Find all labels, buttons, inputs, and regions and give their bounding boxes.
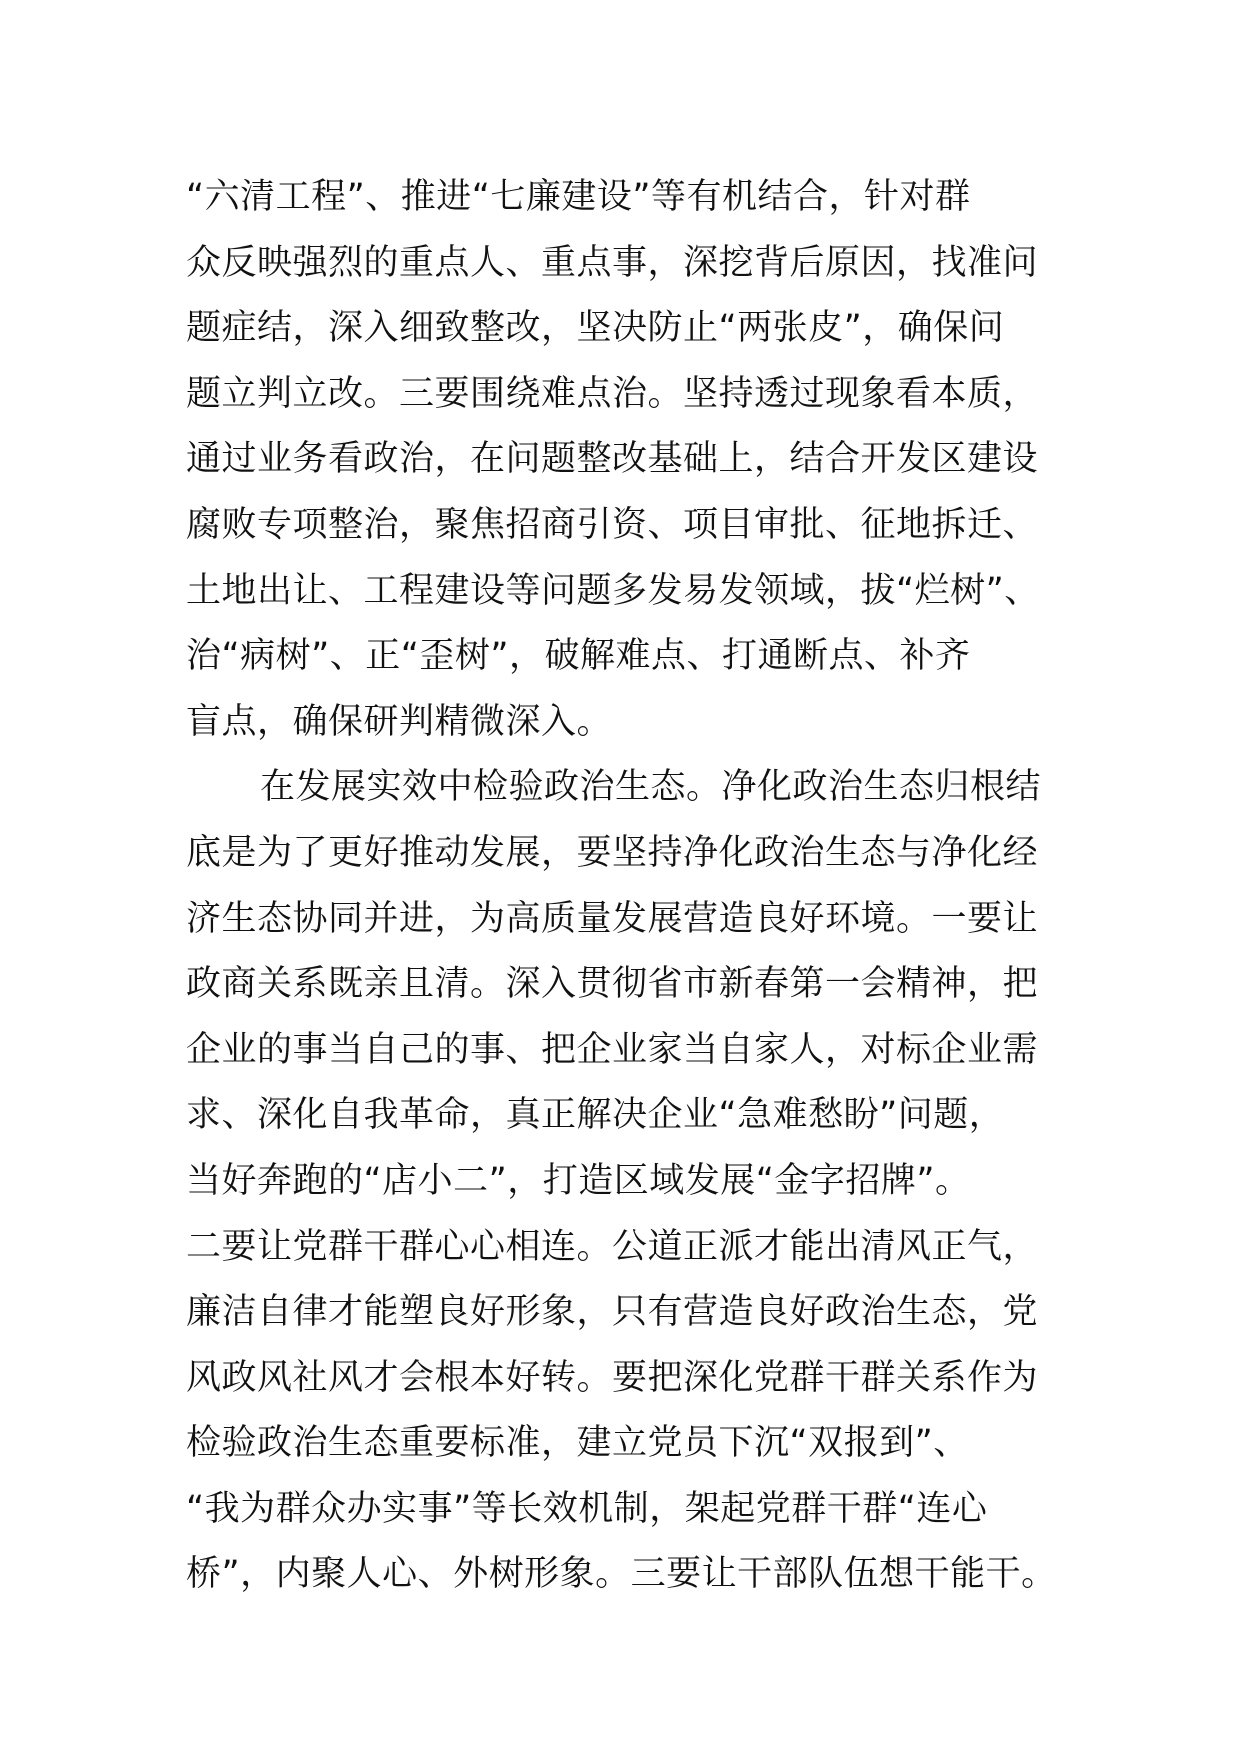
text-line: 济生态协同并进，为高质量发展营造良好环境。一要让: [186, 898, 1039, 939]
text-line: 题立判立改。三要围绕难点治。坚持透过现象看本质，: [186, 373, 1039, 414]
text-line: 检验政治生态重要标准，建立党员下沉“双报到”、: [186, 1423, 969, 1464]
text-line: 二要让党群干群心心相连。公道正派才能出清风正气，: [186, 1226, 1039, 1267]
text-line: 桥”，内聚人心、外树形象。三要让干部队伍想干能干。: [186, 1554, 1057, 1595]
text-line: 通过业务看政治，在问题整改基础上，结合开发区建设: [186, 439, 1039, 480]
text-line: 众反映强烈的重点人、重点事，深挖背后原因，找准问: [186, 242, 1039, 283]
text-line: 求、深化自我革命，真正解决企业“急难愁盼”问题，: [186, 1095, 1005, 1136]
text-line: 治“病树”、正“歪树”，破解难点、打通断点、补齐: [186, 636, 971, 677]
text-line: 盲点，确保研判精微深入。: [186, 701, 613, 742]
text-line: 风政风社风才会根本好转。要把深化党群干群关系作为: [186, 1357, 1039, 1398]
text-line: 政商关系既亲且清。深入贯彻省市新春第一会精神，把: [186, 964, 1039, 1005]
text-line: 题症结，深入细致整改，坚决防止“两张皮”，确保问: [186, 308, 1005, 349]
text-line: 土地出让、工程建设等问题多发易发领域，拔“烂树”、: [186, 570, 1040, 611]
text-line: “我为群众办实事”等长效机制，架起党群干群“连心: [186, 1488, 988, 1529]
text-line: 腐败专项整治，聚焦招商引资、项目审批、征地拆迁、: [186, 504, 1039, 545]
text-line: “六清工程”、推进“七廉建设”等有机结合，针对群: [186, 177, 971, 217]
text-line: 当好奔跑的“店小二”，打造区域发展“金字招牌”。: [186, 1160, 971, 1201]
paragraph-heading-line: 在发展实效中检验政治生态。净化政治生态归根结: [260, 767, 1042, 808]
text-line: 底是为了更好推动发展，要坚持净化政治生态与净化经: [186, 832, 1039, 873]
text-line: 企业的事当自己的事、把企业家当自家人，对标企业需: [186, 1029, 1039, 1070]
text-line: 廉洁自律才能塑良好形象，只有营造良好政治生态，党: [186, 1292, 1039, 1333]
document-body: [186, 165, 1066, 1608]
